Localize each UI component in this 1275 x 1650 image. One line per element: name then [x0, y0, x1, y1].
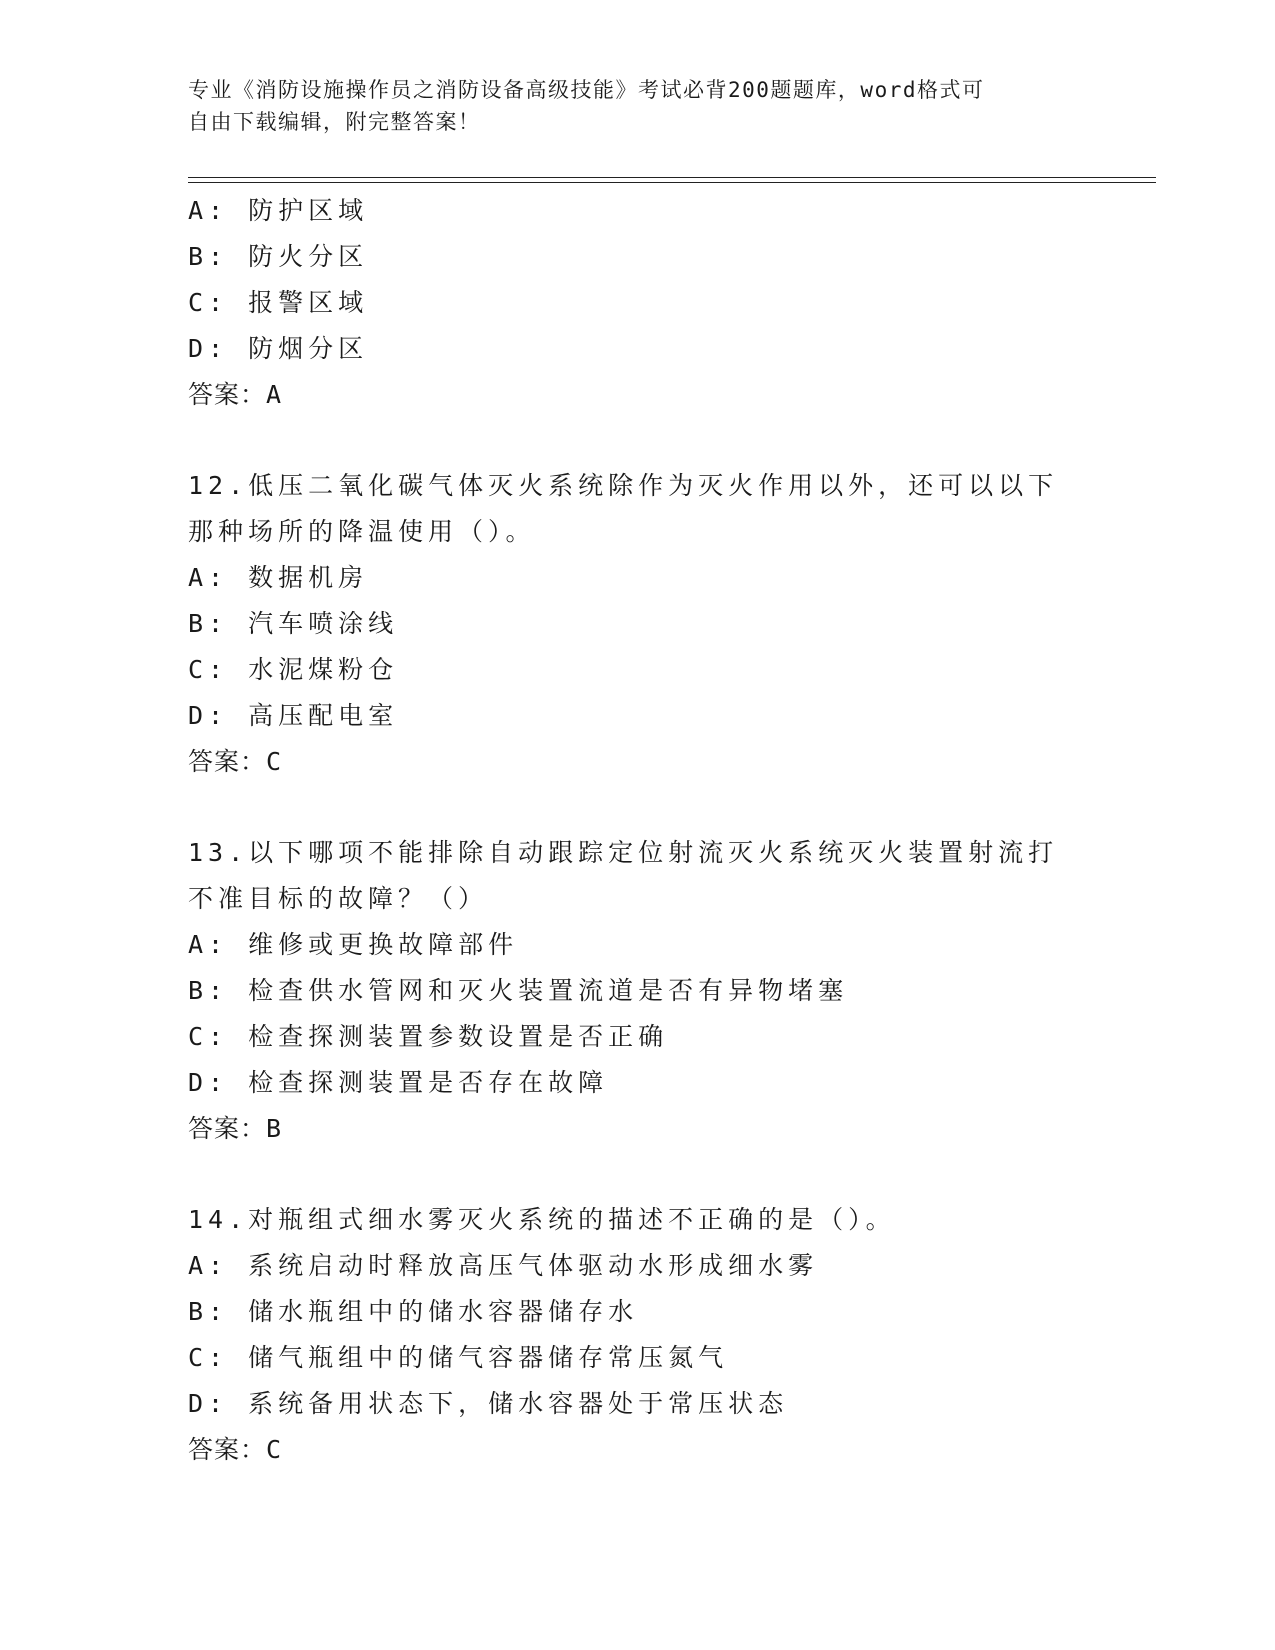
- answer-label: 答案：: [188, 1114, 267, 1143]
- question-stem: 12.低压二氧化碳气体灭火系统除作为灭火作用以外，还可以以下那种场所的降温使用（）。: [188, 471, 1059, 546]
- header-line-1: 专业《消防设施操作员之消防设备高级技能》考试必背200题题库，word格式可: [188, 78, 985, 102]
- answer-label: 答案：: [188, 1435, 267, 1464]
- question-stem: 13.以下哪项不能排除自动跟踪定位射流灭火系统灭火装置射流打不准目标的故障？（）: [188, 838, 1059, 913]
- option-d: D: 高压配电室: [188, 701, 399, 730]
- question-block-11: [188, 188, 1088, 418]
- question-stem: 14.对瓶组式细水雾灭火系统的描述不正确的是（）。: [188, 1205, 896, 1234]
- spacer: [188, 785, 1088, 830]
- question-list: [188, 188, 1088, 1473]
- option-c: C: 报警区域: [188, 288, 369, 317]
- answer-line: [188, 739, 1088, 785]
- answer-line: [188, 1106, 1088, 1152]
- option-c: C: 水泥煤粉仓: [188, 655, 399, 684]
- option-b: B: 防火分区: [188, 242, 369, 271]
- answer-value: C: [266, 1435, 282, 1464]
- answer-value: A: [266, 380, 282, 409]
- question-block-14: [188, 1197, 1088, 1473]
- option-b: B: 检查供水管网和灭火装置流道是否有异物堵塞: [188, 976, 849, 1005]
- answer-value: C: [266, 747, 282, 776]
- answer-label: 答案：: [188, 747, 267, 776]
- answer-line: [188, 372, 1088, 418]
- option-a: A: 防护区域: [188, 196, 369, 225]
- option-b: B: 汽车喷涂线: [188, 609, 399, 638]
- option-a: A: 维修或更换故障部件: [188, 930, 519, 959]
- answer-value: B: [266, 1114, 282, 1143]
- option-c: C: 检查探测装置参数设置是否正确: [188, 1022, 669, 1051]
- option-d: D: 防烟分区: [188, 334, 369, 363]
- question-block-13: [188, 830, 1088, 1152]
- question-block-12: [188, 463, 1088, 785]
- option-d: D: 检查探测装置是否存在故障: [188, 1068, 609, 1097]
- header-divider-bottom: [188, 182, 1156, 183]
- option-a: A: 数据机房: [188, 563, 369, 592]
- document-header: [188, 74, 1068, 138]
- option-d: D: 系统备用状态下，储水容器处于常压状态: [188, 1389, 789, 1418]
- answer-line: [188, 1427, 1088, 1473]
- option-b: B: 储水瓶组中的储水容器储存水: [188, 1297, 639, 1326]
- option-c: C: 储气瓶组中的储气容器储存常压氮气: [188, 1343, 729, 1372]
- spacer: [188, 418, 1088, 463]
- header-line-2: 自由下载编辑，附完整答案！: [188, 110, 481, 134]
- answer-label: 答案：: [188, 380, 267, 409]
- header-divider-top: [188, 177, 1156, 178]
- spacer: [188, 1152, 1088, 1197]
- option-a: A: 系统启动时释放高压气体驱动水形成细水雾: [188, 1251, 819, 1280]
